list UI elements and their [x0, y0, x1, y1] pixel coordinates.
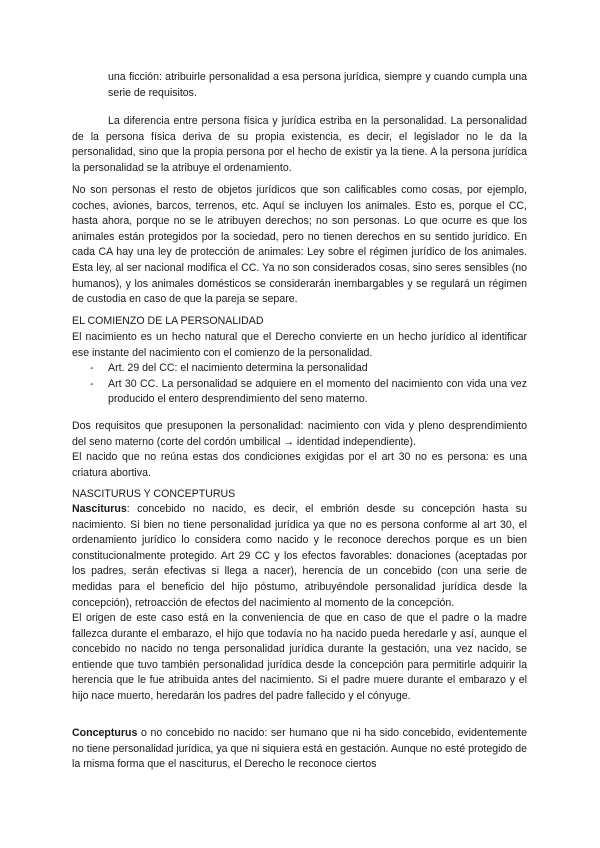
term-concepturus: Concepturus: [72, 727, 138, 739]
paragraph-nasciturus: [72, 502, 527, 611]
paragraph-origen: El origen de este caso está en la conveniencia de que en caso de que el padre o la madre fallezca durante el embarazo, el hijo que todavía no ha nacido pueda heredarle y así, aunque el concebido no nacido no tenga personalidad jurídica durante la gestación, una vez nacido, se entiende que tuvo también personalidad jurídica desde la concepción para permitirle adquirir la herencia que le fue atribuida antes del nacimiento. Si el padre muere durante el embarazo y el hijo nace muerto, heredarán los padres del padre fallecido y el cónyuge.: [72, 612, 527, 702]
list-item-text: Art 30 CC. La personalidad se adquiere en el momento del nacimiento con vida una vez producido el entero desprendimiento del seno materno.: [108, 377, 527, 406]
list-item-text: Art. 29 del CC: el nacimiento determina la personalidad: [108, 362, 368, 374]
list-item: [90, 361, 527, 377]
paragraph-diferencia: La diferencia entre persona física y jurídica estriba en la personalidad. La personalidad de la persona física deriva de su propia existencia, es decir, el legislador no le da la personalidad, sino que la propia persona por el hecho de existir ya la tiene. A la persona jurídica la personalidad se la atribuye el ordenamiento.: [72, 115, 527, 174]
list-dash: -: [90, 377, 94, 390]
paragraph-ficcion: una ficción: atribuirle personalidad a esa persona jurídica, siempre y cuando cumpla una serie de requisitos.: [108, 71, 527, 99]
paragraph-requisitos: Dos requisitos que presuponen la personalidad: nacimiento con vida y pleno desprendimiento del seno materno (corte del cordón umbilical → identidad independiente).: [72, 420, 527, 448]
paragraph-concepturus: [72, 726, 527, 773]
list-dash: -: [90, 362, 94, 374]
paragraph-nacimiento: El nacimiento es un hecho natural que el Derecho convierte en un hecho jurídico al identificar ese instante del nacimiento con el comienzo de la personalidad.: [72, 331, 527, 359]
heading-nasciturus-concepturus: NASCITURUS Y CONCEPTURUS: [72, 488, 236, 500]
concepturus-definition: o no concebido no nacido: ser humano que ni ha sido concebido, evidentemente no tiene personalidad jurídica, ya que ni siquiera está en gestación. Aunque no esté protegido de la misma forma que el nasciturus, el Derecho le reconoce ciertos: [72, 727, 527, 771]
paragraph-criatura-abortiva: El nacido que no reúna estas dos condiciones exigidas por el art 30 no es persona: es una criatura abortiva.: [72, 451, 527, 479]
paragraph-no-personas: No son personas el resto de objetos jurídicos que son calificables como cosas, por ejemplo, coches, aviones, barcos, terrenos, etc. Aquí se incluyen los animales. Esto es, porque el CC, hasta ahora, porque no se le atribuyen derechos; no son personas. Lo que ocurre es que los animales están protegidos por la sociedad, pero no tienen derechos en su sentido jurídico. En cada CA hay una ley de protección de animales: Ley sobre el régimen jurídico de los animales. Esta ley, al ser nacional modifica el CC. Ya no son considerados cosas, sino seres sensibles (no humanos), y los animales domésticos se considerarán inembargables y se regulará un régimen de custodia en caso de que la pareja se separe.: [72, 184, 527, 306]
term-nasciturus: Nasciturus: [72, 503, 127, 515]
nasciturus-definition: : concebido no nacido, es decir, el embrión desde su concepción hasta su nacimiento. Si bien no tiene personalidad jurídica ya que no es persona conforme al art 30, el ordenamiento jurídico lo considera como nacido y le reconoce derechos porque es un bien constitucionalmente protegido. Art 29 CC y los efectos favorables: donaciones (aceptadas por los padres, serán efectivas si llega a nacer), herencia de un concebido (con una serie de medidas para el beneficio del hijo póstumo, atribuyéndole personalidad jurídica desde la concepción), retroacción de efectos del nacimiento al momento de la concepción.: [72, 503, 527, 609]
articles-list: [90, 361, 527, 408]
heading-comienzo-personalidad: EL COMIENZO DE LA PERSONALIDAD: [72, 315, 264, 327]
list-item: [90, 377, 527, 408]
